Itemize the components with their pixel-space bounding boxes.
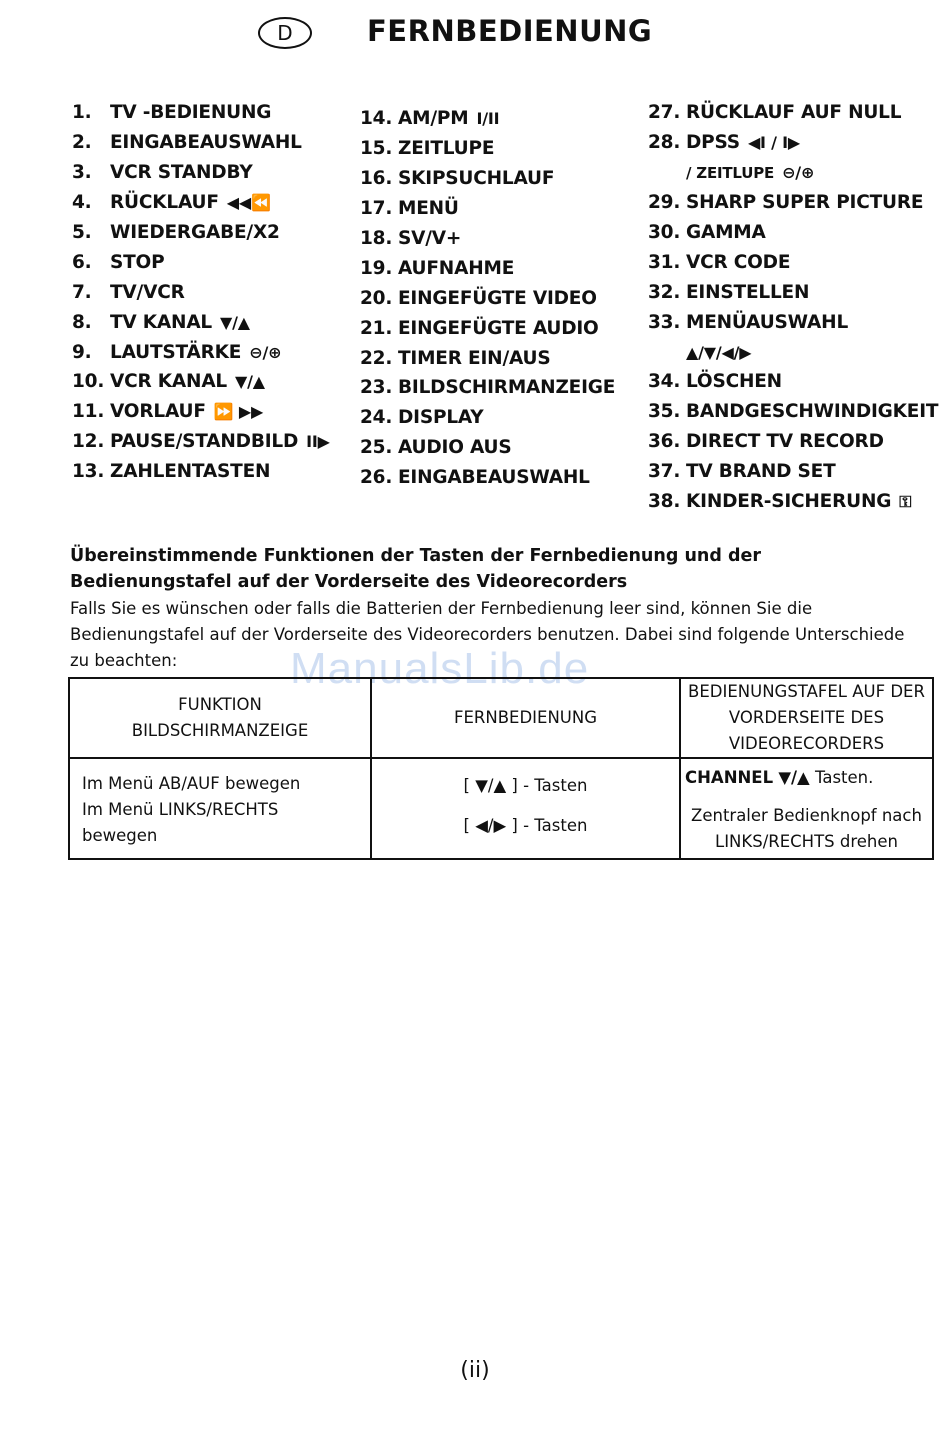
- item-number: 13.: [72, 461, 105, 483]
- item-number: 23.: [360, 377, 393, 399]
- item-number: 7.: [72, 281, 92, 303]
- item-number: 16.: [360, 168, 393, 190]
- page-number: (ii): [460, 1358, 490, 1383]
- item-number: 21.: [360, 317, 393, 339]
- list-item: [360, 224, 615, 254]
- list-item: [360, 164, 615, 194]
- item-label: BILDSCHIRMANZEIGE: [398, 377, 616, 399]
- section-heading: Übereinstimmende Funktionen der Tasten der Fernbedienung und der: [70, 546, 762, 566]
- header-cell-front-panel: BEDIENUNGSTAFEL AUF DER VORDERSEITE DES VIDEORECORDERS: [680, 678, 933, 758]
- list-item: 29. SHARP SUPER PICTURE: [648, 192, 924, 214]
- up-down-arrow-icon: ▼/▲: [778, 768, 810, 787]
- list-item: [72, 98, 330, 128]
- item-label: AUDIO AUS: [398, 437, 512, 459]
- item-label: ZEITLUPE: [398, 138, 495, 160]
- item-label: EINGABEAUSWAHL: [110, 132, 302, 154]
- minus-plus-icon: ⊖/⊕: [782, 163, 815, 183]
- button-symbol-icon: I/II: [476, 109, 500, 129]
- list-item: [360, 104, 615, 134]
- list-item: [360, 253, 615, 283]
- item-number: 18.: [360, 228, 393, 249]
- list-item: [72, 188, 330, 218]
- list-item: [72, 397, 330, 427]
- section-heading: Bedienungstafel auf der Vorderseite des Videorecorders: [70, 572, 628, 592]
- list-item: [72, 158, 330, 188]
- item-number: 20.: [360, 287, 393, 309]
- item-number: 12.: [72, 431, 105, 453]
- list-item: [72, 427, 330, 457]
- button-symbol-icon: ⏩ ▶▶: [213, 402, 264, 422]
- item-label: AUFNAHME: [398, 257, 515, 279]
- list-item: 36. DIRECT TV RECORD: [648, 431, 884, 453]
- item-label: EINGEFÜGTE VIDEO: [398, 287, 597, 309]
- button-symbol-icon: ▼/▲: [235, 372, 265, 392]
- item-number: 2.: [72, 132, 92, 154]
- list-item: 32. EINSTELLEN: [648, 281, 810, 303]
- button-list-column-1: [72, 98, 330, 487]
- list-item: [360, 433, 615, 463]
- list-item: 30. GAMMA: [648, 222, 766, 243]
- item-number: 17.: [360, 198, 393, 220]
- cell-function: Im Menü AB/AUF bewegen Im Menü LINKS/RECHTS bewegen: [69, 758, 371, 859]
- button-list-column-2: [360, 104, 615, 493]
- list-item: [360, 283, 615, 313]
- item-number: 26.: [360, 467, 393, 489]
- button-symbol-icon: ◀◀⏪: [226, 193, 271, 213]
- list-item: [72, 307, 330, 337]
- list-item: 34. LÖSCHEN: [648, 371, 782, 393]
- arrow-keys-icon: ▲/▼/◀/▶: [686, 342, 752, 362]
- item-label: STOP: [110, 251, 165, 273]
- list-item-continuation: / ZEITLUPE ⊖/⊕: [686, 163, 815, 183]
- item-number: 6.: [72, 251, 92, 273]
- item-label: MENÜ: [398, 198, 459, 220]
- item-label: DISPLAY: [398, 407, 484, 429]
- button-symbol-icon: ▼/▲: [220, 312, 250, 332]
- list-item: [72, 367, 330, 397]
- item-number: 11.: [72, 401, 105, 423]
- list-item: [360, 194, 615, 224]
- item-number: 14.: [360, 108, 393, 130]
- list-item: 33. MENÜAUSWAHL: [648, 311, 849, 333]
- list-item: [72, 457, 330, 487]
- item-label: SKIPSUCHLAUF: [398, 168, 555, 190]
- item-label: VCR STANDBY: [110, 162, 253, 184]
- list-item: 31. VCR CODE: [648, 251, 791, 273]
- item-label: SV/V+: [398, 228, 462, 249]
- item-label: TV KANAL: [110, 311, 213, 333]
- item-label: VCR KANAL: [110, 371, 228, 393]
- item-label: AM/PM: [398, 108, 469, 130]
- table-header-row: [69, 678, 933, 758]
- section-paragraph: Falls Sie es wünschen oder falls die Batterien der Fernbedienung leer sind, können Sie die Bedienungstafel auf der Vorderseite des Videorecorders benutzen. Dabei sind folgende Unterschiede zu beachten:: [70, 599, 905, 670]
- item-number: 1.: [72, 102, 92, 124]
- list-item: [360, 463, 615, 493]
- item-label: ZAHLENTASTEN: [110, 461, 271, 483]
- item-number: 22.: [360, 347, 393, 369]
- item-label: WIEDERGABE/X2: [110, 222, 280, 243]
- item-label: TV/VCR: [110, 281, 185, 303]
- item-label: RÜCKLAUF: [110, 192, 219, 214]
- item-number: 25.: [360, 437, 393, 459]
- header-cell-remote: FERNBEDIENUNG: [371, 678, 680, 758]
- item-number: 24.: [360, 407, 393, 429]
- item-label: TIMER EIN/AUS: [398, 347, 551, 369]
- page-title: FERNBEDIENUNG: [367, 14, 653, 48]
- item-number: 3.: [72, 162, 92, 184]
- list-item: 35. BANDGESCHWINDIGKEIT: [648, 401, 939, 423]
- list-item: [72, 337, 330, 367]
- list-item: [360, 403, 615, 433]
- list-item: [72, 218, 330, 248]
- comparison-table: [68, 677, 934, 860]
- item-label: VORLAUF: [110, 401, 206, 423]
- item-number: 19.: [360, 257, 393, 279]
- list-item: 28. DPSS ◀I / I▶: [648, 132, 801, 154]
- item-label: PAUSE/STANDBILD: [110, 431, 299, 453]
- list-item: [360, 313, 615, 343]
- list-item: [360, 373, 615, 403]
- skip-icon: ◀I / I▶: [747, 133, 801, 153]
- item-label: TV -BEDIENUNG: [110, 102, 272, 124]
- item-number: 8.: [72, 311, 92, 333]
- table-row: [69, 758, 933, 859]
- item-label: EINGEFÜGTE AUDIO: [398, 317, 599, 339]
- list-item: 38. KINDER-SICHERUNG ⚿: [648, 491, 912, 513]
- button-symbol-icon: ⊖/⊕: [249, 342, 282, 362]
- item-label: EINGABEAUSWAHL: [398, 467, 590, 489]
- header-cell-function: FUNKTION BILDSCHIRMANZEIGE: [69, 678, 371, 758]
- item-number: 9.: [72, 341, 92, 363]
- list-item: [72, 128, 330, 158]
- list-item: [360, 134, 615, 164]
- item-number: 10.: [72, 371, 105, 393]
- list-item: [360, 343, 615, 373]
- list-item: [72, 277, 330, 307]
- item-number: 5.: [72, 222, 92, 243]
- button-list-column-3: [648, 98, 938, 516]
- watermark: ManualsLib.de: [290, 644, 590, 693]
- item-number: 4.: [72, 192, 92, 214]
- cell-remote-keys: [ ▼/▲ ] - Tasten [ ◀/▶ ] - Tasten: [371, 758, 680, 859]
- item-label: LAUTSTÄRKE: [110, 341, 242, 363]
- key-icon: ⚿: [899, 491, 912, 511]
- list-item: 37. TV BRAND SET: [648, 461, 836, 483]
- cell-front-panel: CHANNEL ▼/▲ Tasten. Zentraler Bedienknopf nach LINKS/RECHTS drehen: [680, 758, 933, 859]
- language-badge: D: [258, 17, 312, 49]
- button-symbol-icon: II▶: [306, 432, 330, 452]
- item-number: 15.: [360, 138, 393, 160]
- page-header: [0, 0, 950, 70]
- list-item: [72, 247, 330, 277]
- list-item: 27. RÜCKLAUF AUF NULL: [648, 102, 902, 124]
